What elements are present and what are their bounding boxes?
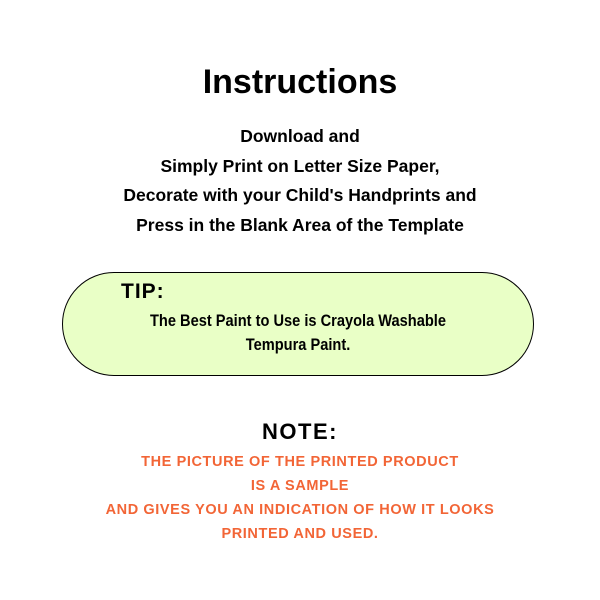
instructions-line: Decorate with your Child's Handprints and	[123, 185, 477, 205]
tip-line: Tempura Paint.	[245, 335, 351, 354]
note-line: PRINTED AND USED.	[221, 526, 379, 542]
tip-line: The Best Paint to Use is Crayola Washable	[149, 311, 447, 330]
instructions-text	[0, 122, 600, 240]
note-line: THE PICTURE OF THE PRINTED PRODUCT	[141, 454, 459, 470]
tip-text	[96, 309, 500, 357]
instructions-line: Simply Print on Letter Size Paper,	[160, 155, 440, 176]
tip-label: TIP:	[121, 280, 165, 303]
note-text	[0, 450, 600, 546]
note-label: NOTE:	[262, 419, 338, 444]
note-line: IS A SAMPLE	[250, 478, 350, 494]
tip-box	[62, 272, 534, 376]
page-title: Instructions	[202, 63, 398, 101]
instructions-line: Download and	[240, 126, 360, 146]
instructions-line: Press in the Blank Area of the Template	[136, 214, 464, 235]
note-line: AND GIVES YOU AN INDICATION OF HOW IT LOOKS	[105, 502, 495, 518]
